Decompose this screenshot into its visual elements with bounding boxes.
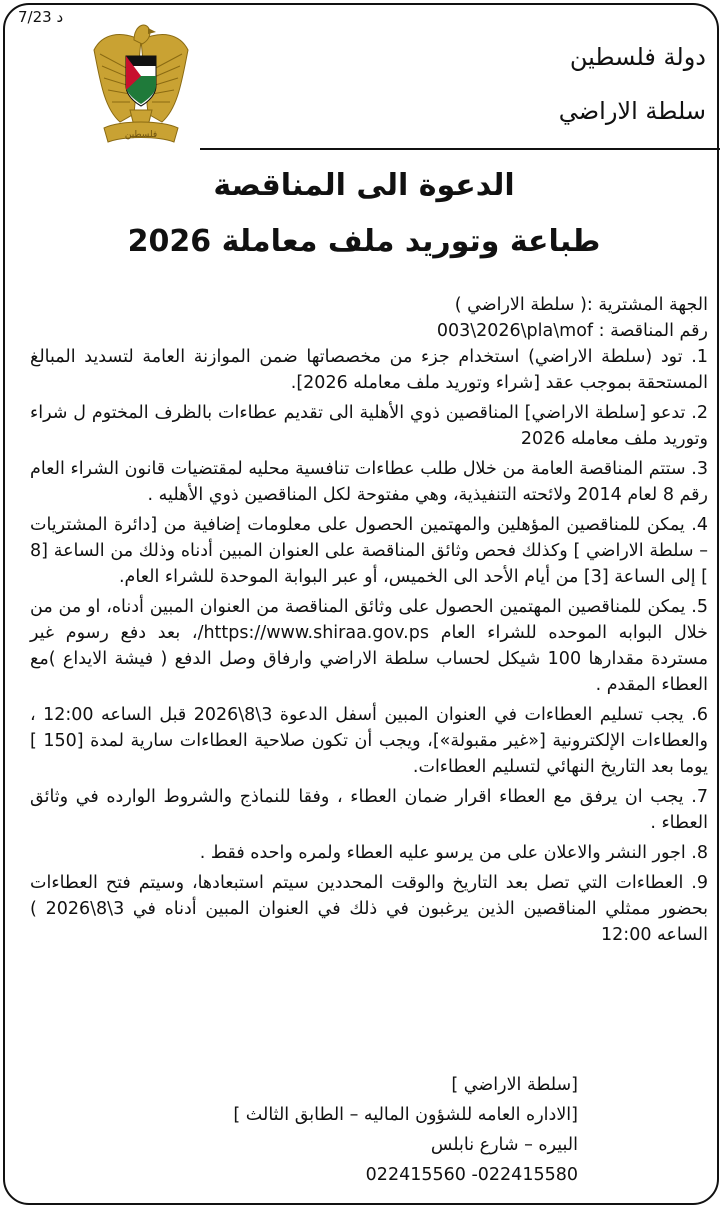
palestine-eagle-emblem — [90, 10, 192, 148]
tender-subject: طباعة وتوريد ملف معاملة 2026 — [127, 224, 601, 259]
clause-number: 6. — [691, 705, 708, 725]
clause-item — [30, 400, 708, 452]
tender-body — [30, 292, 708, 952]
clause-text: يمكن للمناقصين المؤهلين والمهتمين الحصول على معلومات إضافية من [دائرة المشتريات – سلطة الاراضي ] وكذلك فحص وثائق المناقصة على العنوان المبين أدناه وذلك من الساعة [8 ] إلى الساعة [3] من أيام الأحد الى الخميس، أو عبر البوابة الموحدة للشراء العام. — [30, 515, 708, 587]
clause-text: ستتم المناقصة العامة من خلال طلب عطاءات تنافسية محليه لمقتضيات قانون الشراء العام رقم 8 لعام 2014 ولائحته التنفيذية، وهي مفتوحة لكل المناقصين ذوي الأهليه . — [30, 459, 708, 505]
clause-number: 1. — [691, 347, 708, 367]
tender-number-label: رقم المناقصة : — [598, 321, 708, 341]
clause-text: تدعو [سلطة الاراضي] المناقصين ذوي الأهلية الى تقديم عطاءات بالظرف المختوم ل شراء وتوريد ملف معامله 2026 — [30, 403, 708, 449]
clause-number: 5. — [691, 597, 708, 617]
clause-number: 4. — [691, 515, 708, 535]
clause-number: 3. — [691, 459, 708, 479]
clause-number: 8. — [691, 843, 708, 863]
clause-text: يجب ان يرفق مع العطاء اقرار ضمان العطاء ، وفقا للنماذج والشروط الوارده في وثائق العطاء . — [30, 787, 708, 833]
page-title: الدعوة الى المناقصة — [213, 168, 515, 203]
clause-item — [30, 784, 708, 836]
clause-text: العطاءات التي تصل بعد التاريخ والوقت المحددين سيتم استبعادها، وسيتم فتح العطاءات بحضور ممثلي المناقصين الذين يرغبون في ذلك في العنوان المبين أدناه في 3\8\2026 ) الساعه 12:00 — [30, 873, 708, 945]
clause-item — [30, 702, 708, 780]
state-name: دولة فلسطين — [569, 43, 706, 71]
issuer-header — [559, 30, 706, 138]
clause-item — [30, 512, 708, 590]
clause-number: 7. — [691, 787, 708, 807]
tender-number-line — [30, 318, 708, 344]
clause-text: يمكن للمناقصين المهتمين الحصول على وثائق المناقصة من العنوان المبين أدناه، او من من خلال البوابه الموحده للشراء العام https://www.shiraa.gov.ps/، بعد دفع رسوم غير مستردة مقدارها 100 شيكل لحساب سلطة الاراضي وارفاق وصل الدفع ( فيشة الايداع )مع العطاء المقدم . — [30, 597, 708, 695]
clause-text: يجب تسليم العطاءات في العنوان المبين أسفل الدعوة 3\8\2026 قبل الساعه 12:00 ، والعطاءات الإلكترونية [«غير مقبولة»]، ويجب أن تكون صلاحية العطاءات سارية لمدة [150 ] يوما بعد التاريخ النهائي لتسليم العطاءات. — [30, 705, 708, 777]
reference-code: 7/23 د — [18, 8, 64, 26]
emblem-caption: فلسطين — [124, 130, 158, 140]
clause-item — [30, 840, 708, 866]
clause-item — [30, 870, 708, 948]
clause-text: اجور النشر والاعلان على من يرسو عليه العطاء ولمره واحده فقط . — [199, 843, 686, 863]
clause-number: 9. — [691, 873, 708, 893]
tender-number: 003\2026\pla\mof — [436, 321, 594, 341]
footer-phones: 022415580- 022415560 — [365, 1165, 578, 1185]
tender-clauses — [30, 344, 708, 948]
clause-item — [30, 594, 708, 698]
footer-address: البيره – شارع نابلس — [430, 1135, 578, 1155]
clause-text: تود (سلطة الاراضي) استخدام جزء من مخصصاتها ضمن الموازنة العامة لتسديد المبالغ المستحقة بموجب عقد [شراء وتوريد ملف معامله 2026]. — [30, 347, 708, 393]
clause-item — [30, 456, 708, 508]
contact-block — [233, 1070, 578, 1190]
authority-name: سلطة الاراضي — [558, 97, 706, 125]
clause-item — [30, 344, 708, 396]
footer-department: [الاداره العامه للشؤون الماليه – الطابق الثالث ] — [233, 1105, 578, 1125]
clause-number: 2. — [691, 403, 708, 423]
buyer-line: الجهة المشترية :( سلطة الاراضي ) — [454, 295, 708, 315]
header-divider — [200, 148, 720, 150]
footer-authority: [سلطة الاراضي ] — [451, 1075, 578, 1095]
